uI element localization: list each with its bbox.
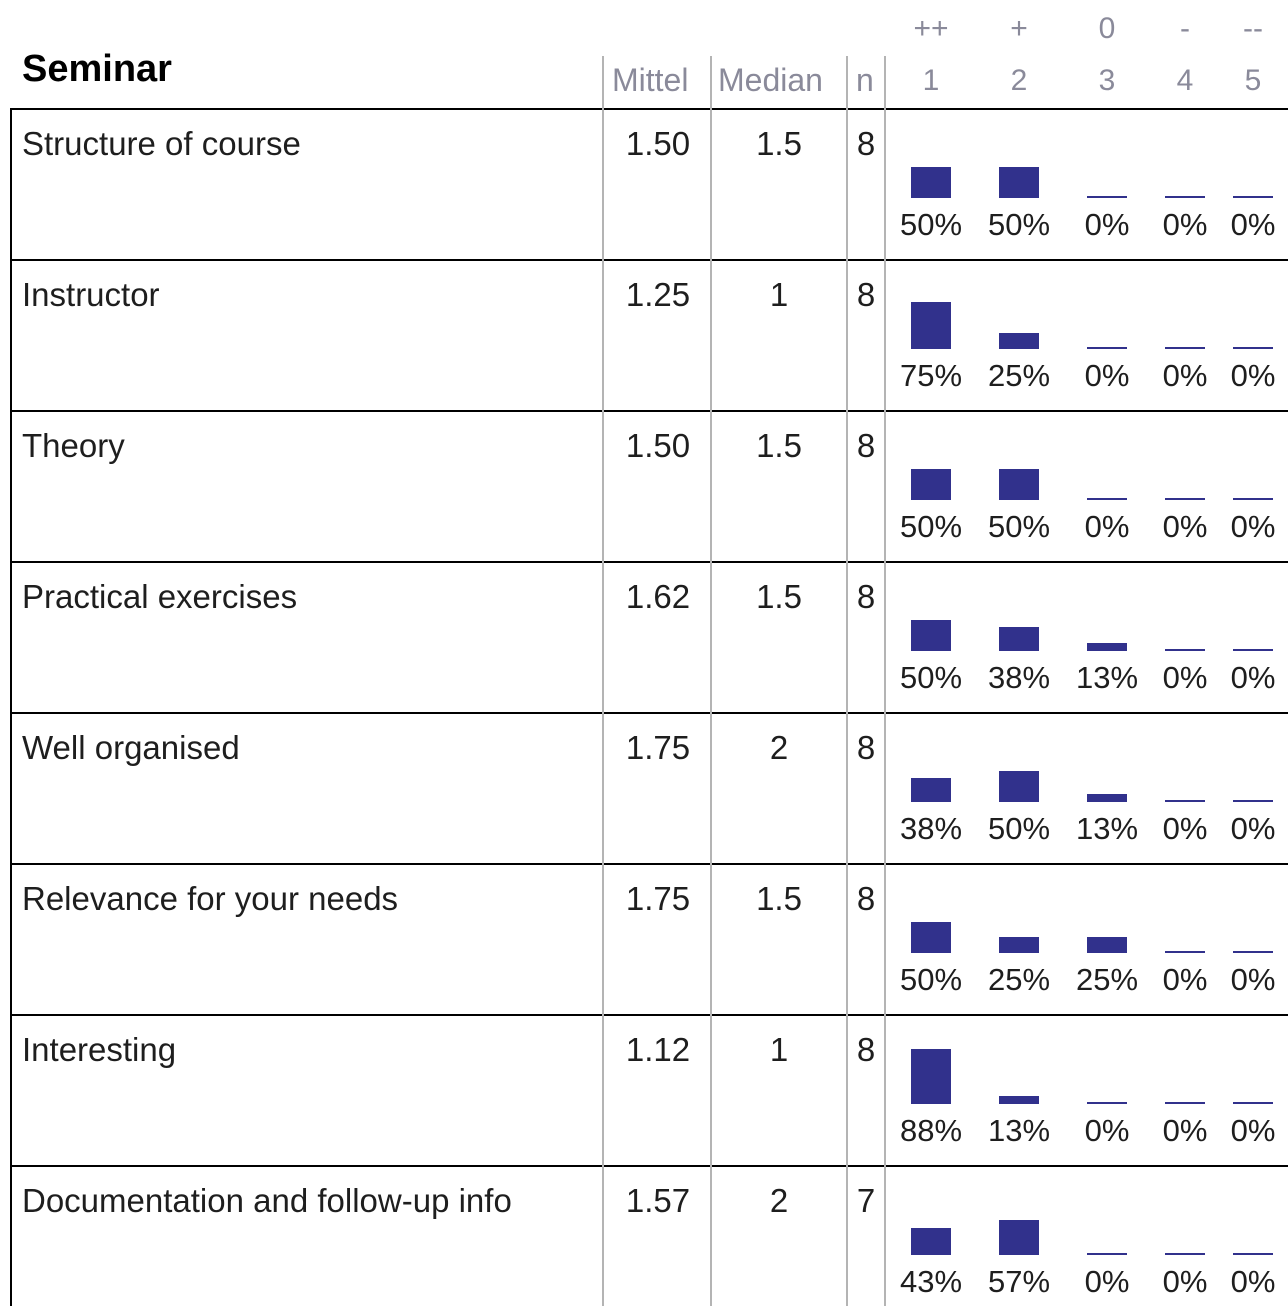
percent-label: 0% [1084,509,1130,544]
percent-bar [1165,347,1205,349]
row-divider [10,108,1288,110]
mean-value: 1.25 [625,276,691,313]
mean-value: 1.50 [625,427,691,464]
percent-bar [1087,643,1127,651]
percent-label: 38% [987,660,1051,695]
percent-bar [1087,498,1127,500]
percent-label: 0% [1162,1113,1208,1148]
percent-bar [911,1228,951,1255]
n-value: 8 [856,1031,876,1068]
scale-symbol: 0 [1098,12,1116,45]
percent-label: 50% [987,207,1051,242]
percent-bar [911,778,951,802]
percent-label: 13% [1075,811,1139,846]
percent-bar [1165,951,1205,953]
mean-value: 1.12 [625,1031,691,1068]
left-border [10,108,12,1306]
percent-bar [999,1220,1039,1255]
row-label: Practical exercises [22,578,298,615]
percent-bar [999,627,1039,651]
n-value: 8 [856,578,876,615]
percent-bar [1165,800,1205,802]
median-value: 2 [769,729,789,766]
percent-label: 0% [1162,660,1208,695]
table-title: Seminar [22,48,172,90]
percent-label: 0% [1162,1264,1208,1299]
percent-bar [1087,1253,1127,1255]
percent-label: 0% [1230,811,1276,846]
column-header-n: n [856,62,874,98]
percent-bar [1165,498,1205,500]
percent-bar [999,771,1039,802]
percent-bar [1233,649,1273,651]
percent-bar [1165,1102,1205,1104]
row-divider [10,259,1288,261]
percent-bar [1233,1253,1273,1255]
percent-label: 0% [1084,207,1130,242]
scale-value: 5 [1244,64,1262,97]
row-divider [10,410,1288,412]
column-header-median: Median [718,62,823,98]
n-value: 8 [856,729,876,766]
percent-bar [1233,951,1273,953]
percent-bar [999,333,1039,349]
percent-label: 50% [899,207,963,242]
percent-label: 38% [899,811,963,846]
percent-label: 25% [987,962,1051,997]
percent-bar [911,620,951,651]
percent-label: 0% [1084,1113,1130,1148]
percent-bar [1233,347,1273,349]
percent-bar [1087,196,1127,198]
column-header-mean: Mittel [612,62,689,98]
n-value: 8 [856,880,876,917]
median-value: 1.5 [756,125,802,162]
percent-bar [1165,196,1205,198]
percent-label: 57% [987,1264,1051,1299]
percent-label: 0% [1230,509,1276,544]
row-label: Interesting [22,1031,177,1068]
row-label: Documentation and follow-up info [22,1182,512,1219]
percent-label: 0% [1230,962,1276,997]
median-value: 2 [769,1182,789,1219]
median-value: 1.5 [756,880,802,917]
percent-label: 50% [899,660,963,695]
percent-label: 0% [1162,358,1208,393]
scale-value: 4 [1176,64,1194,97]
percent-label: 13% [1075,660,1139,695]
percent-bar [911,302,951,349]
percent-bar [1087,794,1127,802]
percent-bar [1233,196,1273,198]
percent-label: 0% [1162,962,1208,997]
column-divider [846,56,848,1306]
percent-label: 0% [1230,1113,1276,1148]
percent-label: 50% [987,509,1051,544]
median-value: 1.5 [756,578,802,615]
percent-bar [911,1049,951,1104]
row-divider [10,1014,1288,1016]
percent-bar [999,167,1039,198]
percent-label: 13% [987,1113,1051,1148]
mean-value: 1.50 [625,125,691,162]
percent-bar [1087,937,1127,953]
scale-symbol: -- [1243,12,1263,45]
percent-bar [911,922,951,953]
percent-label: 25% [1075,962,1139,997]
percent-bar [1087,347,1127,349]
percent-bar [911,469,951,500]
percent-label: 50% [987,811,1051,846]
percent-bar [999,469,1039,500]
percent-label: 0% [1230,358,1276,393]
scale-value: 1 [922,64,940,97]
percent-bar [1233,1102,1273,1104]
median-value: 1 [769,276,789,313]
percent-bar [999,1096,1039,1104]
scale-symbol: - [1180,12,1190,45]
percent-bar [999,937,1039,953]
scale-symbol: + [1010,12,1028,45]
median-value: 1.5 [756,427,802,464]
percent-label: 0% [1230,207,1276,242]
row-divider [10,712,1288,714]
percent-bar [1165,1253,1205,1255]
mean-value: 1.75 [625,729,691,766]
percent-label: 0% [1162,509,1208,544]
percent-label: 0% [1230,1264,1276,1299]
column-divider [602,56,604,1306]
percent-bar [1165,649,1205,651]
row-label: Structure of course [22,125,301,162]
percent-label: 0% [1084,1264,1130,1299]
percent-label: 50% [899,962,963,997]
row-divider [10,1165,1288,1167]
percent-bar [1087,1102,1127,1104]
percent-label: 43% [899,1264,963,1299]
mean-value: 1.75 [625,880,691,917]
n-value: 7 [856,1182,876,1219]
percent-label: 0% [1162,811,1208,846]
percent-bar [1233,498,1273,500]
n-value: 8 [856,276,876,313]
percent-label: 88% [899,1113,963,1148]
percent-label: 50% [899,509,963,544]
percent-bar [1233,800,1273,802]
scale-symbol: ++ [913,12,949,45]
mean-value: 1.57 [625,1182,691,1219]
scale-value: 3 [1098,64,1116,97]
n-value: 8 [856,427,876,464]
n-value: 8 [856,125,876,162]
row-label: Well organised [22,729,240,766]
scale-value: 2 [1010,64,1028,97]
percent-label: 25% [987,358,1051,393]
percent-label: 0% [1162,207,1208,242]
row-label: Instructor [22,276,160,313]
percent-label: 0% [1084,358,1130,393]
percent-label: 0% [1230,660,1276,695]
column-divider [710,56,712,1306]
percent-label: 75% [899,358,963,393]
row-divider [10,863,1288,865]
median-value: 1 [769,1031,789,1068]
row-label: Relevance for your needs [22,880,399,917]
percent-bar [911,167,951,198]
mean-value: 1.62 [625,578,691,615]
row-label: Theory [22,427,125,464]
row-divider [10,561,1288,563]
